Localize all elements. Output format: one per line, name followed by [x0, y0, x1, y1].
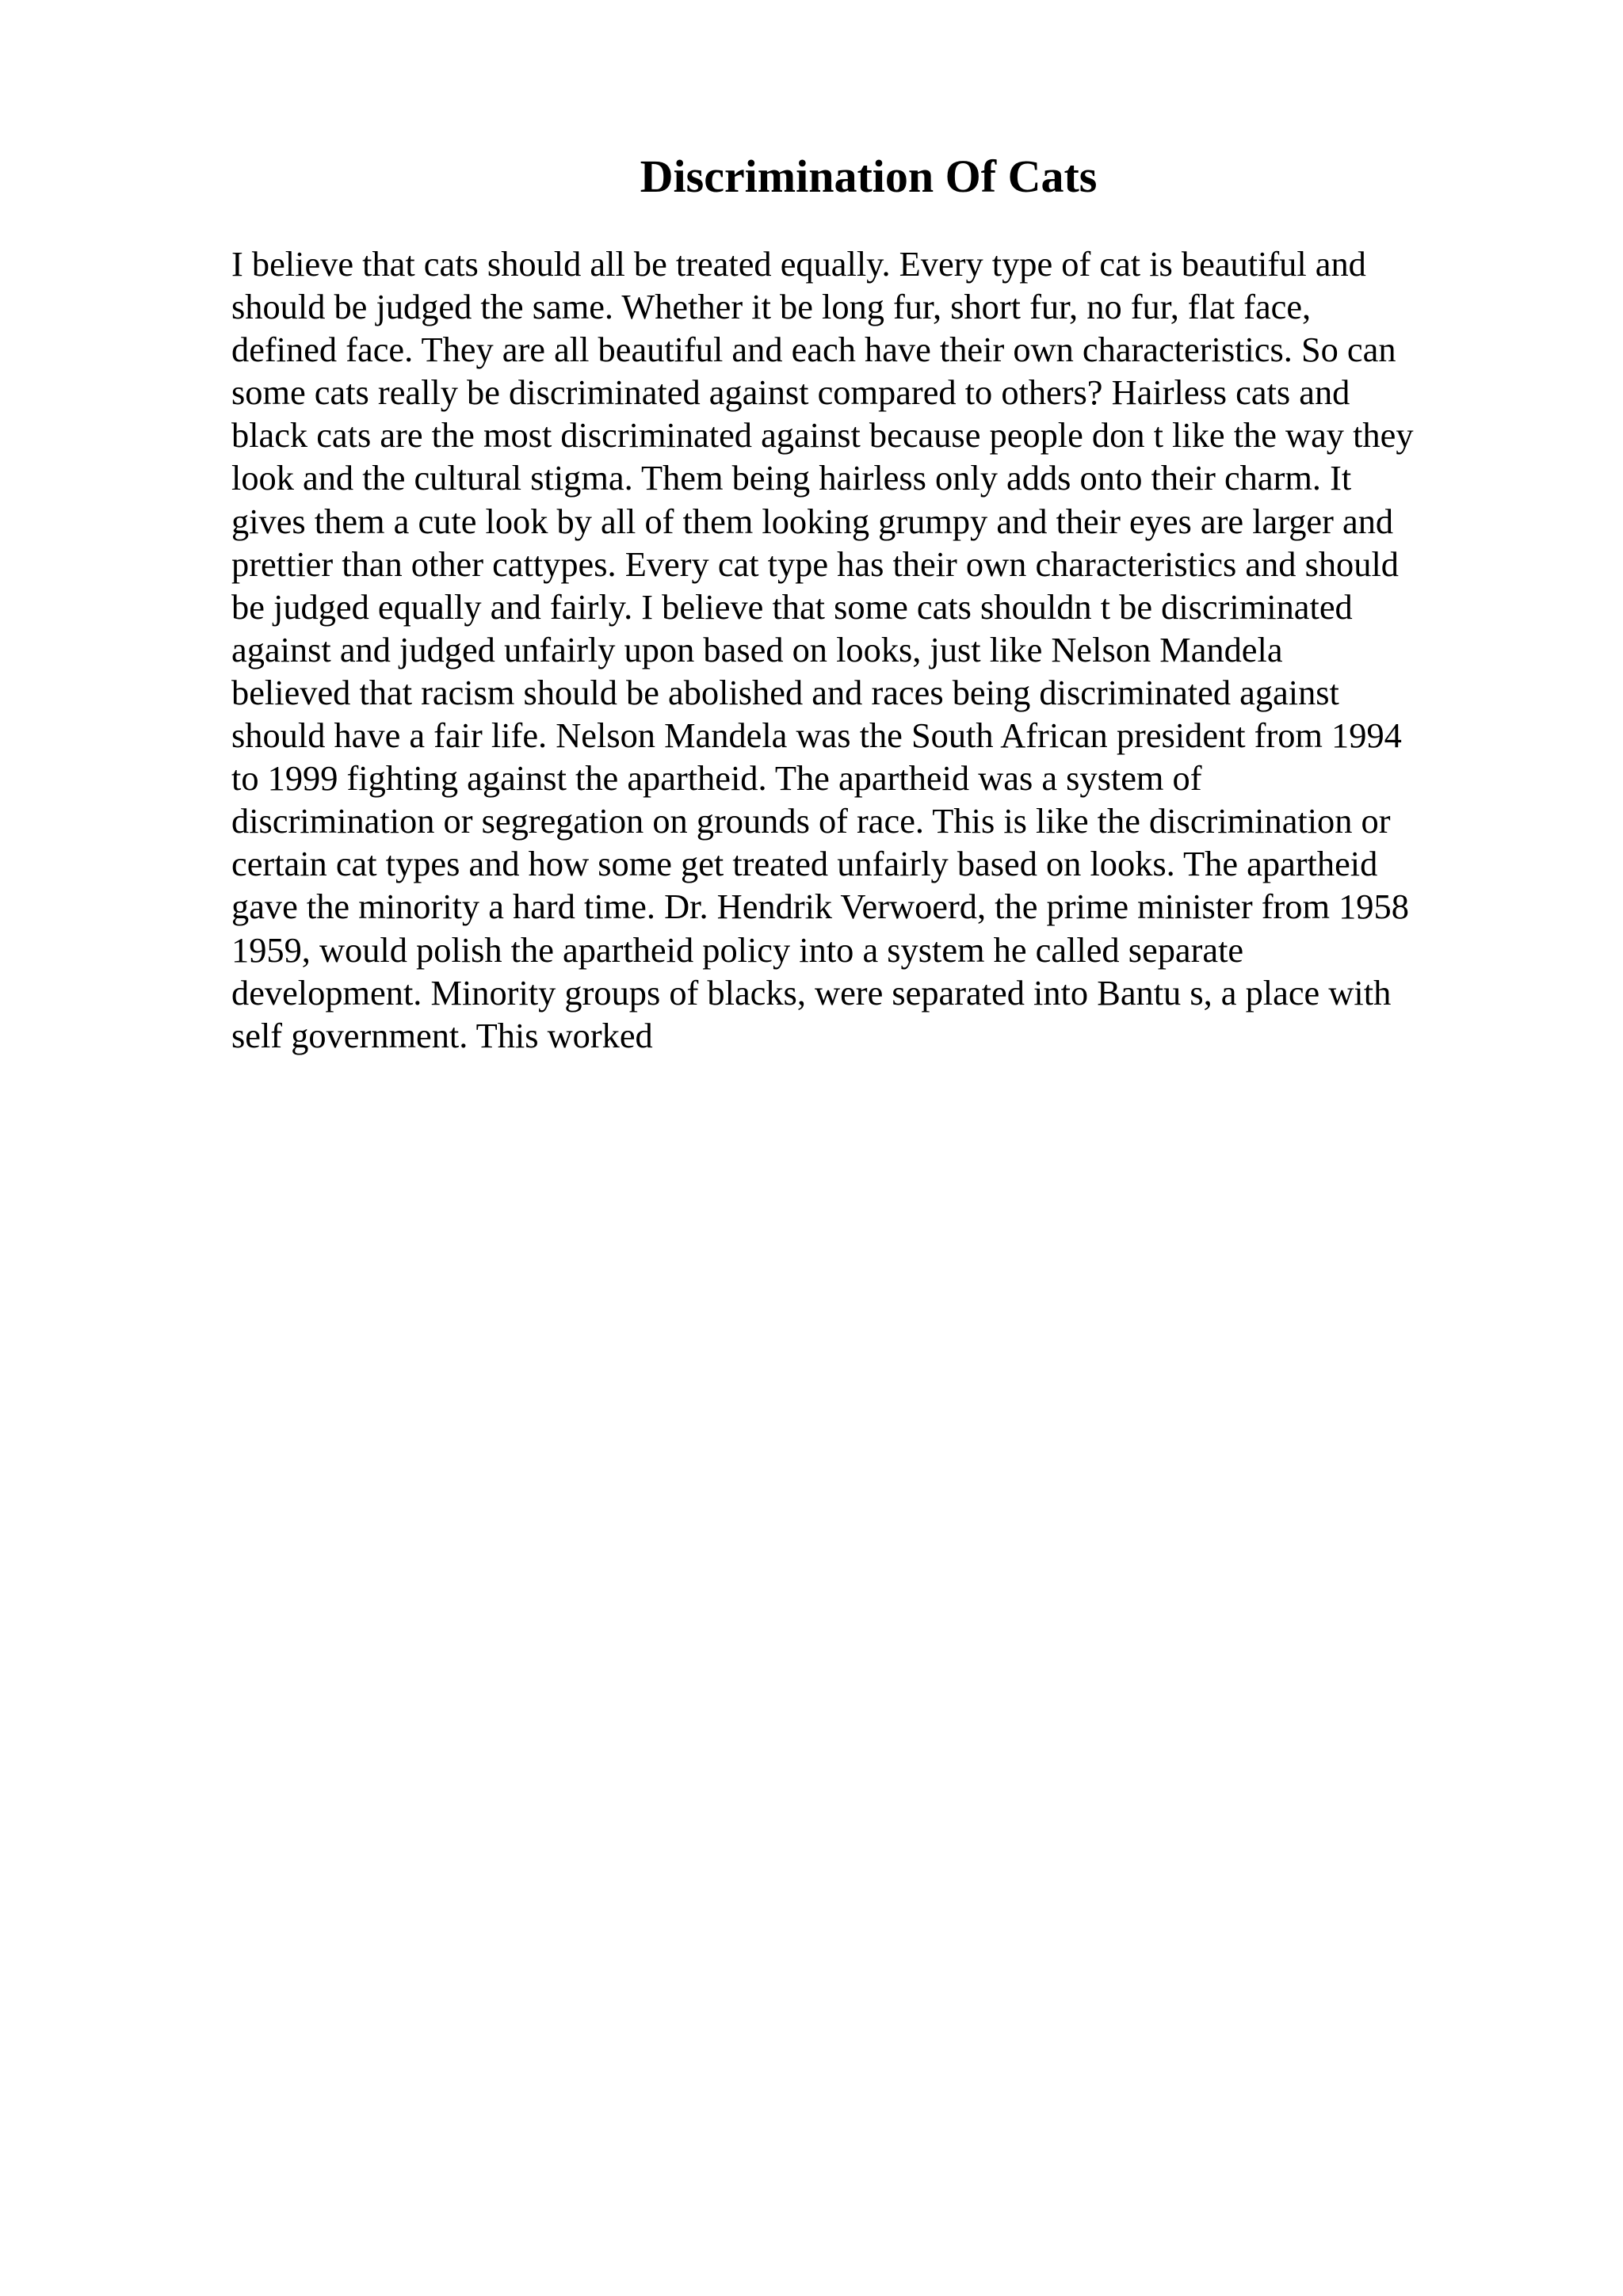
essay-line: some cats really be discriminated against compared to others? Hairless cats and	[231, 372, 1350, 413]
essay-line: I believe that cats should all be treated equally. Every type of cat is beautiful and	[231, 244, 1366, 284]
essay-line: certain cat types and how some get treated unfairly based on looks. The apartheid	[231, 844, 1378, 884]
essay-line: development. Minority groups of blacks, were separated into Bantu s, a place with	[231, 972, 1392, 1013]
essay-line: prettier than other cattypes. Every cat type has their own characteristics and should	[231, 543, 1399, 584]
essay-line: discrimination or segregation on grounds of race. This is like the discrimination or	[231, 801, 1391, 841]
essay-line: gives them a cute look by all of them looking grumpy and their eyes are larger and	[231, 501, 1394, 541]
essay-line: to 1999 fighting against the apartheid. The apartheid was a system of	[231, 758, 1202, 799]
essay-line: look and the cultural stigma. Them being hairless only adds onto their charm. It	[231, 458, 1352, 498]
essay-line: be judged equally and fairly. I believe that some cats shouldn t be discriminated	[231, 586, 1353, 627]
essay-body	[231, 242, 1515, 1057]
essay-line: should be judged the same. Whether it be long fur, short fur, no fur, flat face,	[231, 287, 1312, 327]
essay-line: should have a fair life. Nelson Mandela was the South African president from 1994	[231, 715, 1402, 756]
essay-line: black cats are the most discriminated against because people don t like the way they	[231, 415, 1414, 456]
essay-line: self government. This worked	[231, 1015, 653, 1055]
essay-line: against and judged unfairly upon based on looks, just like Nelson Mandela	[231, 629, 1283, 669]
essay-line: 1959, would polish the apartheid policy into a system he called separate	[231, 929, 1244, 970]
essay-line: believed that racism should be abolished and races being discriminated against	[231, 672, 1339, 712]
document-title: Discrimination Of Cats	[640, 151, 1098, 202]
essay-line: defined face. They are all beautiful and each have their own characteristics. So can	[231, 330, 1396, 370]
essay-line: gave the minority a hard time. Dr. Hendrik Verwoerd, the prime minister from 1958	[231, 887, 1409, 927]
